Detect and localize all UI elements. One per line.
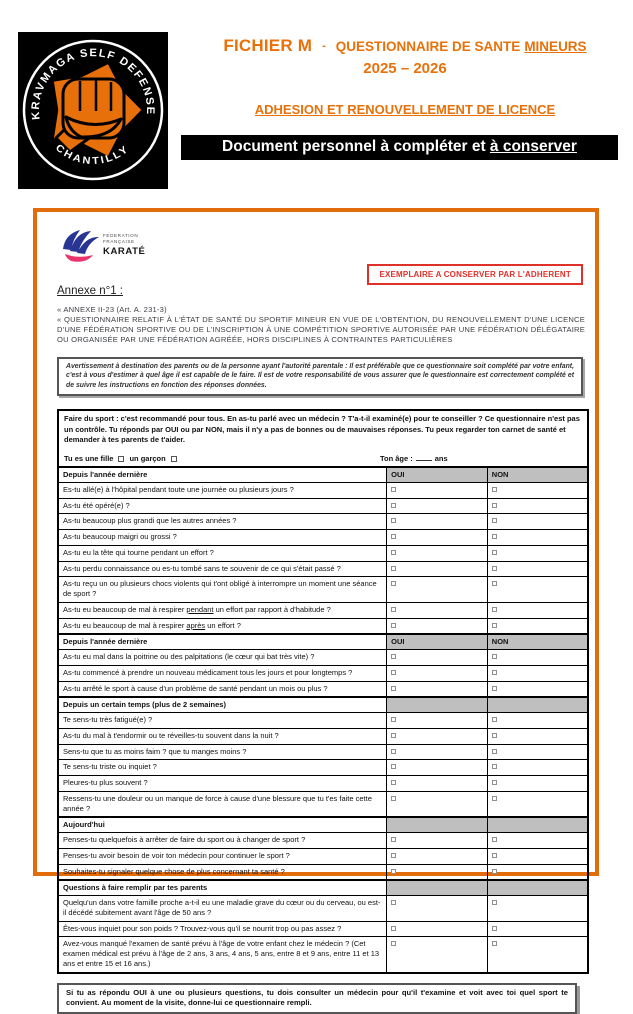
section-title: Depuis l'année dernière <box>58 634 387 649</box>
oui-checkbox[interactable] <box>391 566 396 571</box>
oui-answer-cell <box>387 760 488 776</box>
non-checkbox[interactable] <box>492 654 497 659</box>
age-question <box>380 454 448 465</box>
non-answer-cell <box>487 896 588 922</box>
non-checkbox[interactable] <box>492 796 497 801</box>
oui-answer-cell <box>387 650 488 666</box>
oui-answer-cell <box>387 848 488 864</box>
oui-checkbox[interactable] <box>391 869 396 874</box>
non-answer-cell <box>487 713 588 729</box>
underlined-word: après <box>186 621 205 630</box>
annexe-heading: Annexe n°1 : <box>57 285 575 297</box>
logo-arc-text-bottom: CHANTILLY <box>53 143 132 168</box>
question-row <box>58 848 588 864</box>
question-text: Penses-tu avoir besoin de voir ton médecin pour continuer le sport ? <box>58 848 387 864</box>
question-text: As-tu beaucoup maigri ou grossi ? <box>58 530 387 546</box>
question-text: As-tu eu beaucoup de mal à respirer après un effort ? <box>58 618 387 634</box>
non-column-header <box>487 697 588 712</box>
oui-column-header: OUI <box>387 634 488 649</box>
ffk-text-line2: FRANÇAISE <box>103 239 135 244</box>
non-checkbox[interactable] <box>492 926 497 931</box>
non-answer-cell <box>487 791 588 817</box>
page-title <box>182 36 628 56</box>
oui-checkbox[interactable] <box>391 581 396 586</box>
non-checkbox[interactable] <box>492 550 497 555</box>
oui-answer-cell <box>387 545 488 561</box>
non-checkbox[interactable] <box>492 487 497 492</box>
underlined-word: pendant <box>186 605 213 614</box>
title-main: QUESTIONNAIRE DE SANTE <box>336 39 521 54</box>
non-checkbox[interactable] <box>492 581 497 586</box>
section-header-row <box>58 880 588 895</box>
kravmaga-club-logo <box>18 32 168 189</box>
non-checkbox[interactable] <box>492 749 497 754</box>
question-row <box>58 602 588 618</box>
non-answer-cell <box>487 760 588 776</box>
oui-column-header <box>387 880 488 895</box>
non-answer-cell <box>487 577 588 603</box>
oui-checkbox[interactable] <box>391 900 396 905</box>
oui-checkbox[interactable] <box>391 686 396 691</box>
logo-arc-text-top: KRAVMAGA SELF DEFENSE <box>30 47 156 120</box>
oui-answer-cell <box>387 937 488 973</box>
question-text: As-tu été opéré(e) ? <box>58 498 387 514</box>
oui-checkbox[interactable] <box>391 503 396 508</box>
oui-checkbox[interactable] <box>391 780 396 785</box>
question-text: As-tu eu la tête qui tourne pendant un effort ? <box>58 545 387 561</box>
question-text: As-tu reçu un ou plusieurs chocs violents qui t'ont obligé à interrompre un moment une séance de sport ? <box>58 577 387 603</box>
question-row <box>58 921 588 937</box>
oui-answer-cell <box>387 498 488 514</box>
oui-answer-cell <box>387 530 488 546</box>
question-row <box>58 776 588 792</box>
non-checkbox[interactable] <box>492 670 497 675</box>
annexe-ref: « ANNEXE II-23 (Art. A. 231-3) <box>57 305 167 314</box>
non-column-header: NON <box>487 634 588 649</box>
question-text: Sens-tu que tu as moins faim ? que tu manges moins ? <box>58 744 387 760</box>
oui-column-header <box>387 817 488 832</box>
annexe-title-text: « QUESTIONNAIRE RELATIF À L'ÉTAT DE SANTÉ DU SPORTIF MINEUR EN VUE DE L'OBTENTION, DU RENOUVELLEMENT D'UNE LICENCE D'UNE FÉDÉRATION SPORTIVE OU DE L'INSCRIPTION À UNE COMPÉTITION SPORTIVE AUTORISÉE PAR UNE FÉDÉRATION DÉLÉGATAIRE OU ORGANISÉE PAR UNE FÉDÉRATION AGRÉÉE, HORS DISCIPLINES À CONTRAINTES PARTICULIÈRES <box>57 315 585 344</box>
oui-answer-cell <box>387 728 488 744</box>
non-checkbox[interactable] <box>492 566 497 571</box>
question-row <box>58 760 588 776</box>
non-checkbox[interactable] <box>492 869 497 874</box>
question-row <box>58 514 588 530</box>
oui-answer-cell <box>387 744 488 760</box>
oui-answer-cell <box>387 791 488 817</box>
table-intro-text: Faire du sport : c'est recommandé pour tous. En as-tu parlé avec un médecin ? T'a-t-il examiné(e) pour te conseiller ? Ce questionnaire n'est pas un contrôle. Tu réponds par OUI ou par NON, mais il n'y a pas de bonnes ou de mauvaises réponses. Tu peux regarder ton carnet de santé et demander à tes parents de t'aider. <box>64 414 582 446</box>
question-row <box>58 561 588 577</box>
non-answer-cell <box>487 514 588 530</box>
oui-checkbox[interactable] <box>391 853 396 858</box>
section-title: Aujourd'hui <box>58 817 387 832</box>
oui-checkbox[interactable] <box>391 717 396 722</box>
oui-checkbox[interactable] <box>391 607 396 612</box>
section-title: Depuis un certain temps (plus de 2 semaines) <box>58 697 387 712</box>
oui-advice-box: Si tu as répondu OUI à une ou plusieurs questions, tu dois consulter un médecin pour qu'il t'examine et voit avec toi quel sport te convient. Au moment de la visite, donne-lui ce questionnaire rempli. <box>57 983 577 1014</box>
non-checkbox[interactable] <box>492 853 497 858</box>
oui-checkbox[interactable] <box>391 941 396 946</box>
section-header-row <box>58 697 588 712</box>
non-answer-cell <box>487 776 588 792</box>
question-row <box>58 665 588 681</box>
annexe-paragraph <box>57 305 585 345</box>
non-answer-cell <box>487 665 588 681</box>
question-text: Êtes-vous inquiet pour son poids ? Trouvez-vous qu'il se nourrit trop ou pas assez ? <box>58 921 387 937</box>
section-title: Questions à faire remplir par tes parents <box>58 880 387 895</box>
question-text: Te sens-tu très fatigué(e) ? <box>58 713 387 729</box>
oui-checkbox[interactable] <box>391 837 396 842</box>
season-years: 2025 – 2026 <box>182 60 628 77</box>
question-row <box>58 937 588 973</box>
non-checkbox[interactable] <box>492 623 497 628</box>
ffk-federation-logo <box>57 226 157 266</box>
ffk-logo-mark <box>63 230 99 262</box>
adhesion-subtitle: ADHESION ET RENOUVELLEMENT DE LICENCE <box>182 102 628 117</box>
non-answer-cell <box>487 498 588 514</box>
banner-text-underlined: à conserver <box>490 138 577 155</box>
non-column-header <box>487 817 588 832</box>
question-row <box>58 530 588 546</box>
question-text: Pleures-tu plus souvent ? <box>58 776 387 792</box>
age-blank-field[interactable] <box>416 454 432 461</box>
question-row <box>58 833 588 849</box>
non-answer-cell <box>487 921 588 937</box>
oui-answer-cell <box>387 713 488 729</box>
non-checkbox[interactable] <box>492 941 497 946</box>
health-questionnaire-table <box>57 409 589 974</box>
section-header-row <box>58 817 588 832</box>
section-header-row <box>58 467 588 482</box>
question-row <box>58 545 588 561</box>
non-answer-cell <box>487 681 588 697</box>
question-row <box>58 482 588 498</box>
kravmaga-logo-icon <box>18 32 168 189</box>
ans-label: ans <box>435 454 448 463</box>
oui-checkbox[interactable] <box>391 926 396 931</box>
age-label: Ton âge : <box>380 454 413 463</box>
oui-checkbox[interactable] <box>391 534 396 539</box>
oui-answer-cell <box>387 921 488 937</box>
non-answer-cell <box>487 728 588 744</box>
oui-column-header <box>387 697 488 712</box>
oui-column-header: OUI <box>387 467 488 482</box>
oui-checkbox[interactable] <box>391 670 396 675</box>
parents-warning-box: Avertissement à destination des parents ou de la personne ayant l'autorité parentale : Il est préférable que ce questionnaire soit complété par votre enfant, c'est à vous d'estimer à quel âge il est capable de le faire. Il est de votre responsabilité de vous assurer que le questionnaire est correctement complété et de suivre les instructions en fonction des réponses données. <box>57 357 583 396</box>
oui-answer-cell <box>387 514 488 530</box>
non-answer-cell <box>487 650 588 666</box>
oui-answer-cell <box>387 482 488 498</box>
oui-answer-cell <box>387 864 488 880</box>
section-title: Depuis l'année dernière <box>58 467 387 482</box>
question-text: As-tu perdu connaissance ou es-tu tombé sans te souvenir de ce qui s'était passé ? <box>58 561 387 577</box>
oui-checkbox[interactable] <box>391 749 396 754</box>
non-checkbox[interactable] <box>492 764 497 769</box>
question-text: Avez-vous manqué l'examen de santé prévu à l'âge de votre enfant chez le médecin ? (Cet examen médical est prévu à l'âge de 2 ans, 3 ans, 4 ans, 5 ans, entre 8 et 9 ans, entre 11 et 13 ans et entre 15 et 16 ans.) <box>58 937 387 973</box>
question-row <box>58 713 588 729</box>
question-row <box>58 728 588 744</box>
oui-checkbox[interactable] <box>391 518 396 523</box>
title-dash: - <box>312 40 336 52</box>
non-checkbox[interactable] <box>492 518 497 523</box>
question-text: As-tu eu mal dans la poitrine ou des palpitations (le cœur qui bat très vite) ? <box>58 650 387 666</box>
non-checkbox[interactable] <box>492 837 497 842</box>
non-checkbox[interactable] <box>492 780 497 785</box>
fille-checkbox[interactable] <box>118 456 124 462</box>
non-checkbox[interactable] <box>492 686 497 691</box>
non-answer-cell <box>487 482 588 498</box>
intro-row <box>58 410 588 467</box>
title-mineurs: MINEURS <box>524 39 586 54</box>
non-checkbox[interactable] <box>492 733 497 738</box>
oui-answer-cell <box>387 577 488 603</box>
banner-text: Document personnel à compléter et <box>222 138 490 155</box>
oui-checkbox[interactable] <box>391 733 396 738</box>
question-text: As-tu beaucoup plus grandi que les autres années ? <box>58 514 387 530</box>
oui-checkbox[interactable] <box>391 654 396 659</box>
non-answer-cell <box>487 937 588 973</box>
oui-checkbox[interactable] <box>391 796 396 801</box>
question-row <box>58 577 588 603</box>
oui-answer-cell <box>387 561 488 577</box>
non-answer-cell <box>487 744 588 760</box>
non-checkbox[interactable] <box>492 900 497 905</box>
question-text: As-tu du mal à t'endormir ou te réveilles-tu souvent dans la nuit ? <box>58 728 387 744</box>
non-answer-cell <box>487 833 588 849</box>
oui-answer-cell <box>387 833 488 849</box>
non-answer-cell <box>487 848 588 864</box>
oui-checkbox[interactable] <box>391 623 396 628</box>
gender-question <box>64 454 182 463</box>
oui-answer-cell <box>387 602 488 618</box>
oui-answer-cell <box>387 665 488 681</box>
question-text: Ressens-tu une douleur ou un manque de force à cause d'une blessure que tu t'es faite cette année ? <box>58 791 387 817</box>
ffk-text-line3: KARATÉ <box>103 246 145 257</box>
questionnaire-document-frame <box>33 208 599 876</box>
oui-checkbox[interactable] <box>391 764 396 769</box>
question-text: Te sens-tu triste ou inquiet ? <box>58 760 387 776</box>
oui-answer-cell <box>387 681 488 697</box>
question-row <box>58 896 588 922</box>
non-answer-cell <box>487 602 588 618</box>
question-row <box>58 744 588 760</box>
question-text: Es-tu allé(e) à l'hôpital pendant toute une journée ou plusieurs jours ? <box>58 482 387 498</box>
gender-age-line <box>64 454 582 465</box>
non-answer-cell <box>487 545 588 561</box>
garcon-checkbox[interactable] <box>171 456 177 462</box>
question-text: As-tu commencé à prendre un nouveau médicament tous les jours et pour longtemps ? <box>58 665 387 681</box>
non-checkbox[interactable] <box>492 607 497 612</box>
oui-checkbox[interactable] <box>391 487 396 492</box>
question-text: Penses-tu quelquefois à arrêter de faire du sport ou à changer de sport ? <box>58 833 387 849</box>
non-answer-cell <box>487 530 588 546</box>
question-text: Souhaites-tu signaler quelque chose de plus concernant ta santé ? <box>58 864 387 880</box>
non-answer-cell <box>487 618 588 634</box>
non-answer-cell <box>487 561 588 577</box>
question-text: As-tu eu beaucoup de mal à respirer pendant un effort par rapport à d'habitude ? <box>58 602 387 618</box>
question-row <box>58 864 588 880</box>
non-checkbox[interactable] <box>492 534 497 539</box>
question-row <box>58 791 588 817</box>
ffk-text-line1: FEDERATION <box>103 233 138 238</box>
oui-answer-cell <box>387 618 488 634</box>
question-row <box>58 498 588 514</box>
section-header-row <box>58 634 588 649</box>
question-text: Quelqu'un dans votre famille proche a-t-il eu une maladie grave du cœur ou du cerveau, ou est-il décédé subitement avant l'âge de 50 ans ? <box>58 896 387 922</box>
copy-notice: EXEMPLAIRE A CONSERVER PAR L'ADHERENT <box>367 264 583 285</box>
questionnaire-document <box>37 212 595 872</box>
title-fichier: FICHIER M <box>223 36 312 55</box>
oui-answer-cell <box>387 776 488 792</box>
non-checkbox[interactable] <box>492 503 497 508</box>
question-text: As-tu arrêté le sport à cause d'un problème de santé pendant un mois ou plus ? <box>58 681 387 697</box>
non-column-header: NON <box>487 467 588 482</box>
non-column-header <box>487 880 588 895</box>
oui-checkbox[interactable] <box>391 550 396 555</box>
oui-answer-cell <box>387 896 488 922</box>
health-table-body <box>58 410 588 973</box>
question-row <box>58 681 588 697</box>
fille-label: Tu es une fille <box>64 454 113 463</box>
non-answer-cell <box>487 864 588 880</box>
question-row <box>58 618 588 634</box>
document-banner <box>181 135 618 160</box>
garcon-label: un garçon <box>129 454 165 463</box>
non-checkbox[interactable] <box>492 717 497 722</box>
question-row <box>58 650 588 666</box>
